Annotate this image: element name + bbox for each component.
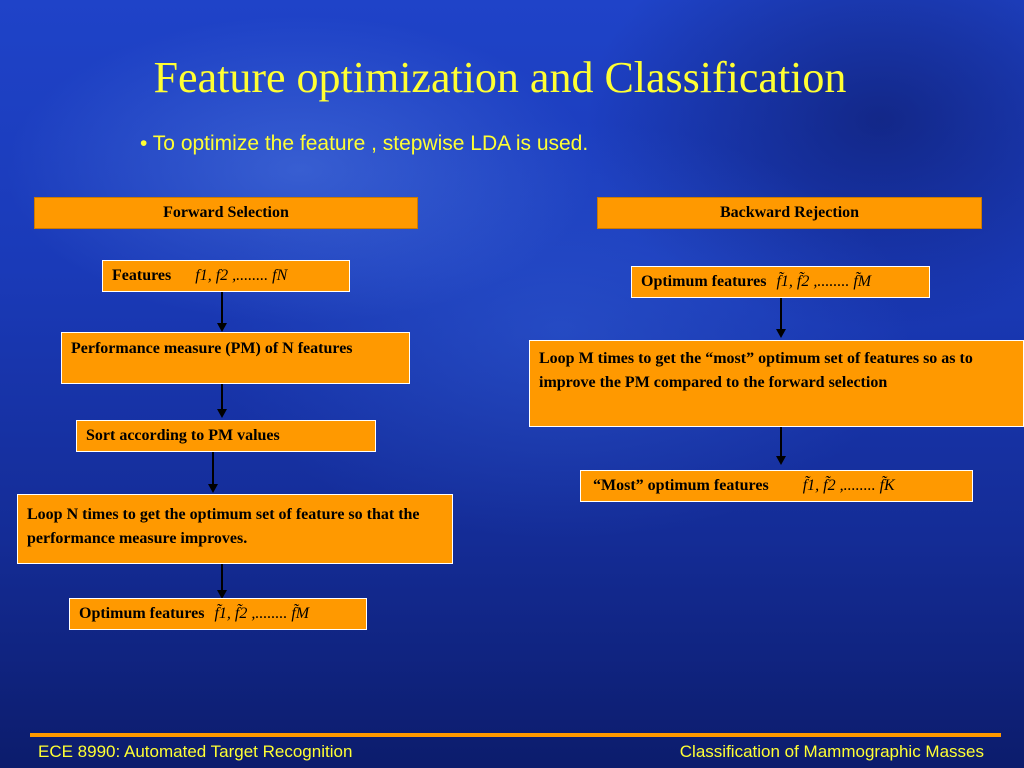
forward-features-label: Features xyxy=(112,267,172,284)
forward-loop-box: Loop N times to get the optimum set of feature so that the performance measure improves. xyxy=(17,494,453,564)
backward-most-label: “Most” optimum features xyxy=(593,477,769,494)
forward-optimum-label: Optimum features xyxy=(79,605,205,622)
footer-divider xyxy=(30,733,1001,737)
forward-optimum-box xyxy=(69,598,367,630)
footer-right: Classification of Mammographic Masses xyxy=(679,742,984,761)
forward-selection-header: Forward Selection xyxy=(34,197,418,229)
backward-loop-box: Loop M times to get the “most” optimum set of features so as to improve the PM compared to the forward selection xyxy=(529,340,1024,427)
footer-left: ECE 8990: Automated Target Recognition xyxy=(38,742,353,761)
backward-optimum-label: Optimum features xyxy=(641,273,767,290)
forward-optimum-math: f̃1, f̃2 ,........ f̃M xyxy=(214,605,310,622)
backward-rejection-header: Backward Rejection xyxy=(597,197,982,229)
backward-optimum-box xyxy=(631,266,930,298)
forward-features-box xyxy=(102,260,350,292)
forward-sort-box: Sort according to PM values xyxy=(76,420,376,452)
backward-most-box xyxy=(580,470,973,502)
forward-pm-box: Performance measure (PM) of N features xyxy=(61,332,410,384)
bullet-text: • To optimize the feature , stepwise LDA is used. xyxy=(140,132,589,155)
backward-optimum-math: f̃1, f̃2 ,........ f̃M xyxy=(776,273,872,290)
slide-title: Feature optimization and Classification xyxy=(153,53,847,102)
forward-features-math: f1, f2 ,........ fN xyxy=(195,267,288,284)
backward-most-math: f̃1, f̃2 ,........ f̃K xyxy=(802,477,895,494)
